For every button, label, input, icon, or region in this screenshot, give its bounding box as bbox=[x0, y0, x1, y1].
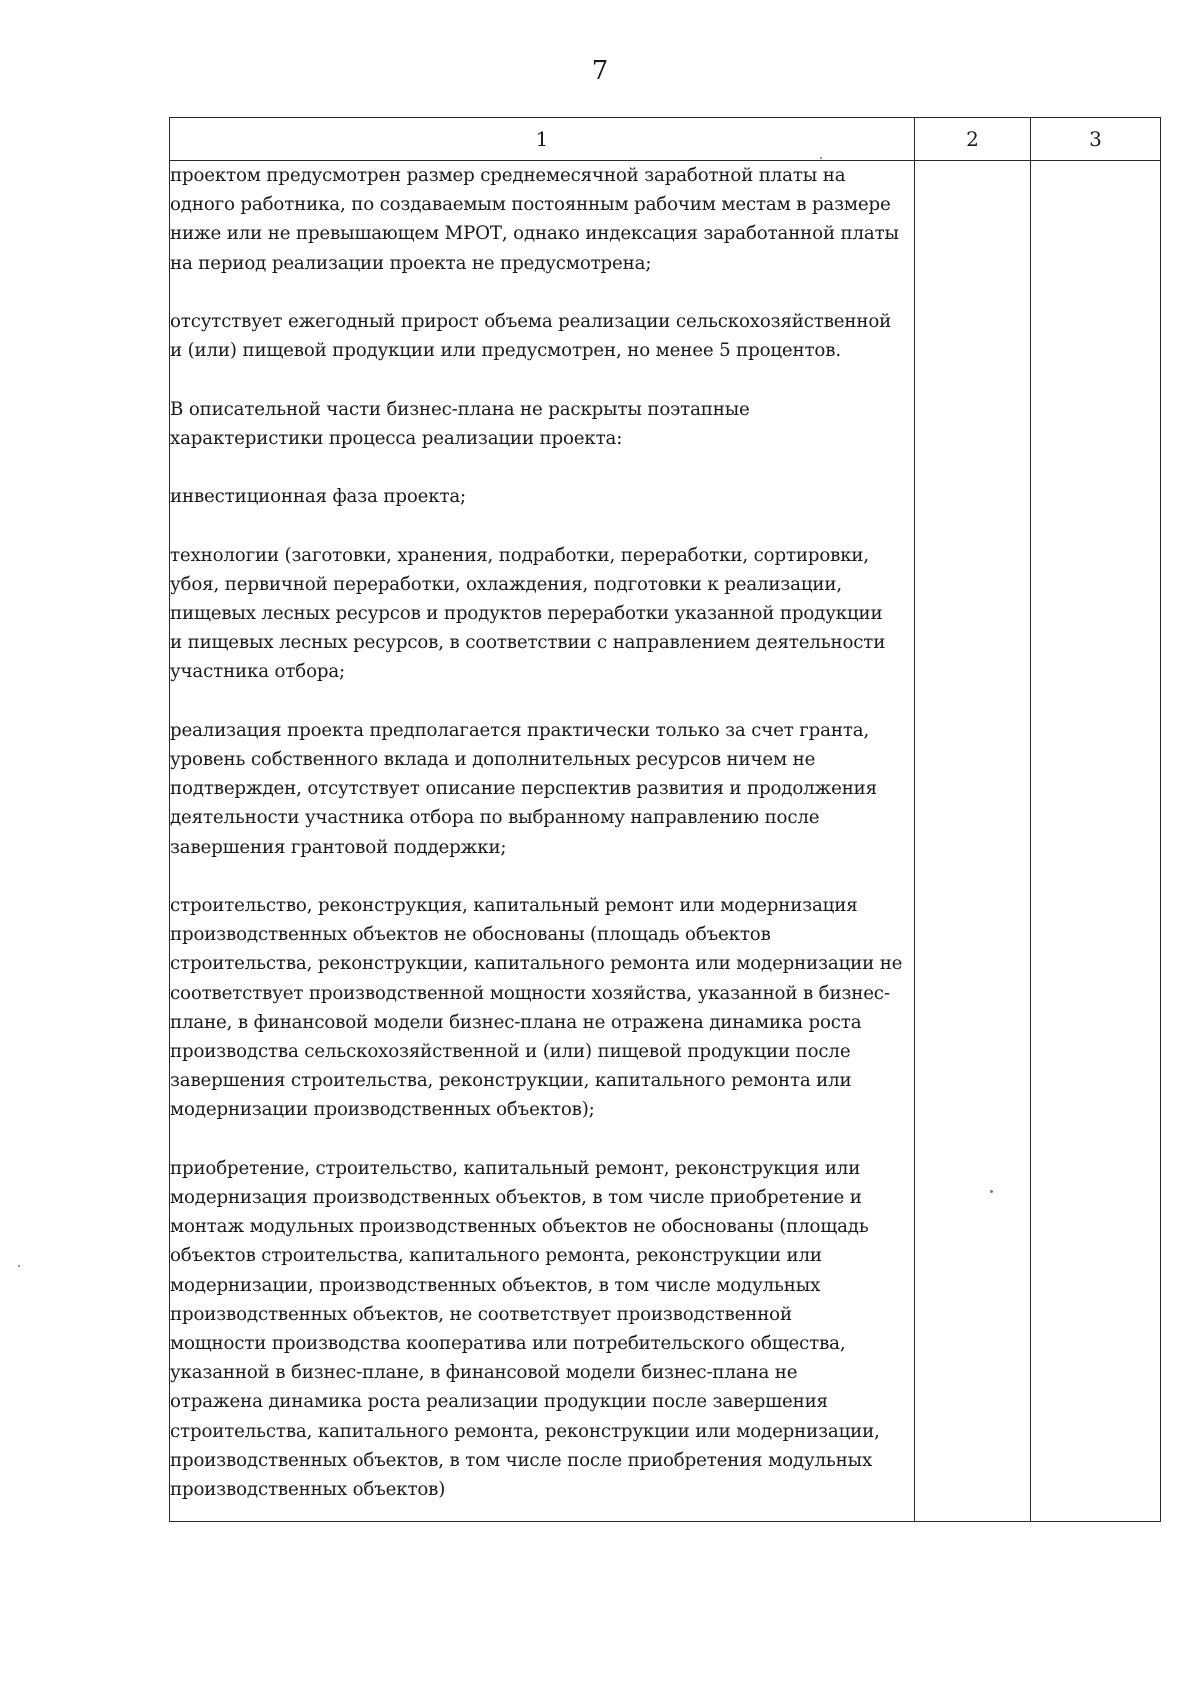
paragraph bbox=[170, 541, 914, 687]
text-line: и (или) пищевой продукции или предусмотрен, но менее 5 процентов. bbox=[170, 340, 841, 362]
table-row bbox=[170, 161, 1161, 1522]
text-line: убоя, первичной переработки, охлаждения, подготовки к реализации, bbox=[170, 573, 842, 595]
text-line: производственных объектов, не соответствует производственной bbox=[170, 1303, 792, 1325]
column-header-3: 3 bbox=[1031, 118, 1161, 161]
text-line: модернизации производственных объектов); bbox=[170, 1099, 595, 1121]
page-number: 7 bbox=[591, 56, 609, 86]
criteria-table bbox=[169, 117, 1161, 1522]
text-line: монтаж модульных производственных объектов не обоснованы (площадь bbox=[170, 1216, 869, 1238]
text-line: В описательной части бизнес-плана не раскрыты поэтапные bbox=[170, 398, 750, 420]
text-line: отсутствует ежегодный прирост объема реализации сельскохозяйственной bbox=[170, 311, 892, 332]
paragraph bbox=[170, 891, 914, 1125]
text-line: участника отбора; bbox=[170, 661, 346, 683]
text-line: пищевых лесных ресурсов и продуктов переработки указанной продукции bbox=[170, 602, 883, 624]
text-line: мощности производства кооператива или потребительского общества, bbox=[170, 1333, 846, 1355]
text-line: отражена динамика роста реализации продукции после завершения bbox=[170, 1391, 828, 1413]
text-line: строительства, реконструкции, капитального ремонта или модернизации не bbox=[170, 953, 903, 975]
paragraph bbox=[170, 161, 914, 278]
paragraph bbox=[170, 395, 914, 453]
column-header-1: 1 bbox=[170, 118, 915, 161]
text-line: указанной в бизнес-плане, в финансовой модели бизнес-плана не bbox=[170, 1362, 798, 1384]
paragraph-list bbox=[170, 161, 914, 1504]
text-line: реализация проекта предполагается практически только за счет гранта, bbox=[170, 719, 870, 741]
scan-speck bbox=[990, 1190, 993, 1193]
text-line: ниже или не превышающем МРОТ, однако индексация заработанной платы bbox=[170, 223, 899, 245]
text-line: производства сельскохозяйственной и (или) пищевой продукции после bbox=[170, 1041, 851, 1062]
text-line: технологии (заготовки, хранения, подработки, переработки, сортировки, bbox=[170, 544, 870, 566]
scan-speck bbox=[820, 157, 822, 159]
text-line: производственных объектов не обоснованы (площадь объектов bbox=[170, 924, 771, 946]
text-line: приобретение, строительство, капитальный ремонт, реконструкция или bbox=[170, 1157, 861, 1179]
column-3-cell bbox=[1031, 161, 1161, 1522]
column-header-2: 2 bbox=[915, 118, 1031, 161]
text-line: и пищевых лесных ресурсов, в соответствии с направлением деятельности bbox=[170, 632, 886, 654]
text-line: одного работника, по создаваемым постоянным рабочим местам в размере bbox=[170, 194, 891, 216]
text-line: строительство, реконструкция, капитальный ремонт или модернизация bbox=[170, 894, 858, 916]
text-line: деятельности участника отбора по выбранному направлению после bbox=[170, 807, 820, 829]
text-line: модернизации, производственных объектов, в том числе модульных bbox=[170, 1274, 821, 1296]
text-line: характеристики процесса реализации проекта: bbox=[170, 427, 623, 449]
text-line: строительства, капитального ремонта, реконструкции или модернизации, bbox=[170, 1420, 880, 1442]
text-line: инвестиционная фаза проекта; bbox=[170, 486, 467, 508]
criteria-text-cell bbox=[170, 161, 915, 1522]
text-line: модернизация производственных объектов, в том числе приобретение и bbox=[170, 1187, 862, 1208]
text-line: проектом предусмотрен размер среднемесячной заработной платы на bbox=[170, 165, 846, 186]
text-line: соответствует производственной мощности хозяйства, указанной в бизнес- bbox=[170, 982, 890, 1004]
text-line: завершения грантовой поддержки; bbox=[170, 836, 507, 858]
text-line: плане, в финансовой модели бизнес-плана не отражена динамика роста bbox=[170, 1011, 862, 1033]
paragraph bbox=[170, 1154, 914, 1504]
paragraph bbox=[170, 716, 914, 862]
table-header-row bbox=[170, 118, 1161, 161]
text-line: производственных объектов, в том числе после приобретения модульных bbox=[170, 1449, 873, 1471]
text-line: на период реализации проекта не предусмотрена; bbox=[170, 252, 652, 274]
paragraph bbox=[170, 482, 914, 511]
column-2-cell bbox=[915, 161, 1031, 1522]
text-line: производственных объектов) bbox=[170, 1479, 446, 1501]
paragraph bbox=[170, 307, 914, 365]
text-line: уровень собственного вклада и дополнительных ресурсов ничем не bbox=[170, 748, 816, 770]
text-line: подтвержден, отсутствует описание перспектив развития и продолжения bbox=[170, 778, 877, 800]
text-line: объектов строительства, капитального ремонта, реконструкции или bbox=[170, 1245, 822, 1267]
scan-speck bbox=[18, 1265, 20, 1267]
text-line: завершения строительства, реконструкции, капитального ремонта или bbox=[170, 1070, 852, 1092]
